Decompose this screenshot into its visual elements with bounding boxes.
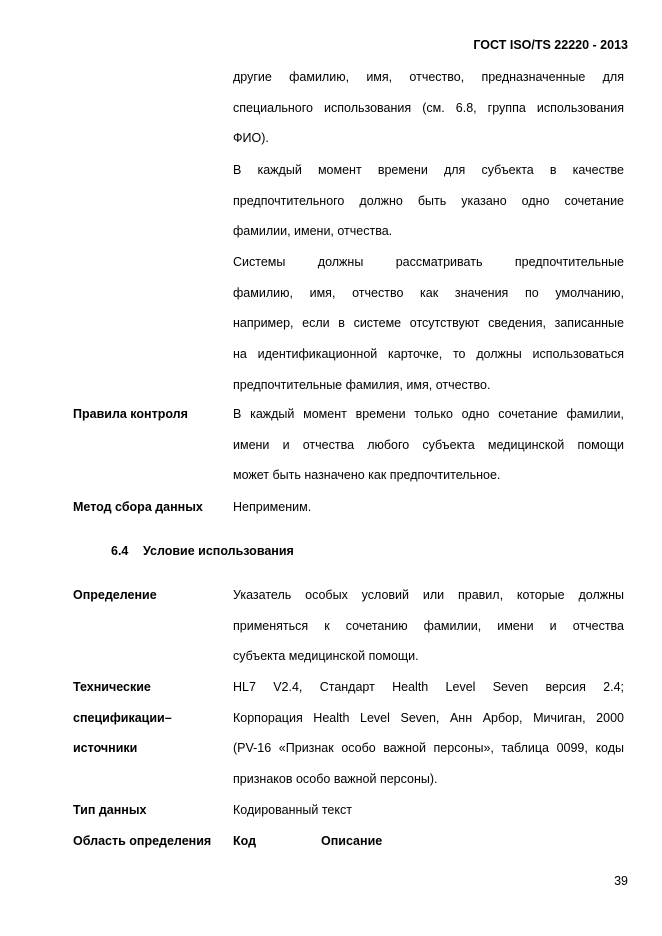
text-line: субъекта медицинской помощи.	[233, 649, 419, 664]
page-number: 39	[614, 874, 628, 888]
term-line: спецификации–	[73, 710, 172, 725]
continuation-paragraph-2	[233, 155, 624, 247]
section-heading	[111, 536, 294, 567]
column-header-code: Код	[233, 834, 257, 848]
text-line: фамилии, имени, отчества.	[233, 224, 393, 239]
term-line: Технические	[73, 680, 151, 694]
section-number: 6.4	[111, 544, 129, 558]
text-line: В каждый момент времени только одно сочетание фамилии,	[233, 407, 624, 421]
text-line: применяться к сочетанию фамилии, имени и отчества	[233, 618, 624, 633]
collection-method-term: Метод сбора данных	[73, 500, 203, 514]
definition-term: Определение	[73, 588, 157, 602]
control-rules-term: Правила контроля	[73, 407, 188, 421]
text-line: другие фамилию, имя, отчество, предназначенные для	[233, 70, 624, 84]
text-line: предпочтительные фамилия, имя, отчество.	[233, 377, 491, 392]
text-line: HL7 V2.4, Стандарт Health Level Seven версия 2.4;	[233, 680, 624, 694]
definition-text	[233, 580, 624, 672]
text-line: (PV-16 «Признак особо важной персоны», таблица 0099, коды	[233, 741, 624, 756]
data-type-term: Тип данных	[73, 803, 147, 817]
text-line: может быть назначено как предпочтительное.	[233, 468, 501, 483]
text-line: Указатель особых условий или правил, которые должны	[233, 588, 624, 602]
text-line: Системы должны рассматривать предпочтительные	[233, 255, 624, 269]
section-title: Условие использования	[143, 544, 294, 558]
text-line: например, если в системе отсутствуют сведения, записанные	[233, 316, 624, 331]
text-line: предпочтительного должно быть указано одно сочетание	[233, 193, 624, 208]
text-line: на идентификационной карточке, то должны использоваться	[233, 347, 624, 362]
control-rules-text	[233, 399, 624, 491]
text-line: имени и отчества любого субъекта медицинской помощи	[233, 437, 624, 452]
text-line: фамилию, имя, отчество как значения по умолчанию,	[233, 285, 624, 300]
document-header: ГОСТ ISO/TS 22220 - 2013	[473, 38, 628, 52]
column-header-description: Описание	[321, 834, 383, 848]
tech-specs-text	[233, 672, 624, 795]
text-line: Корпорация Health Level Seven, Анн Арбор, Мичиган, 2000	[233, 710, 624, 725]
text-line: специального использования (см. 6.8, группа использования	[233, 100, 624, 115]
collection-method-text	[233, 492, 624, 523]
text-line: признаков особо важной персоны).	[233, 772, 438, 787]
term-line: источники	[73, 741, 138, 756]
continuation-paragraph-3	[233, 247, 624, 400]
data-type-text	[233, 795, 624, 826]
continuation-paragraph-1	[233, 62, 624, 154]
value-domain-term: Область определения	[73, 834, 212, 848]
text-line: Неприменим.	[233, 500, 312, 514]
text-line: В каждый момент времени для субъекта в качестве	[233, 163, 624, 177]
text-line: ФИО).	[233, 131, 269, 146]
text-line: Кодированный текст	[233, 803, 352, 817]
tech-specs-term	[73, 672, 172, 764]
